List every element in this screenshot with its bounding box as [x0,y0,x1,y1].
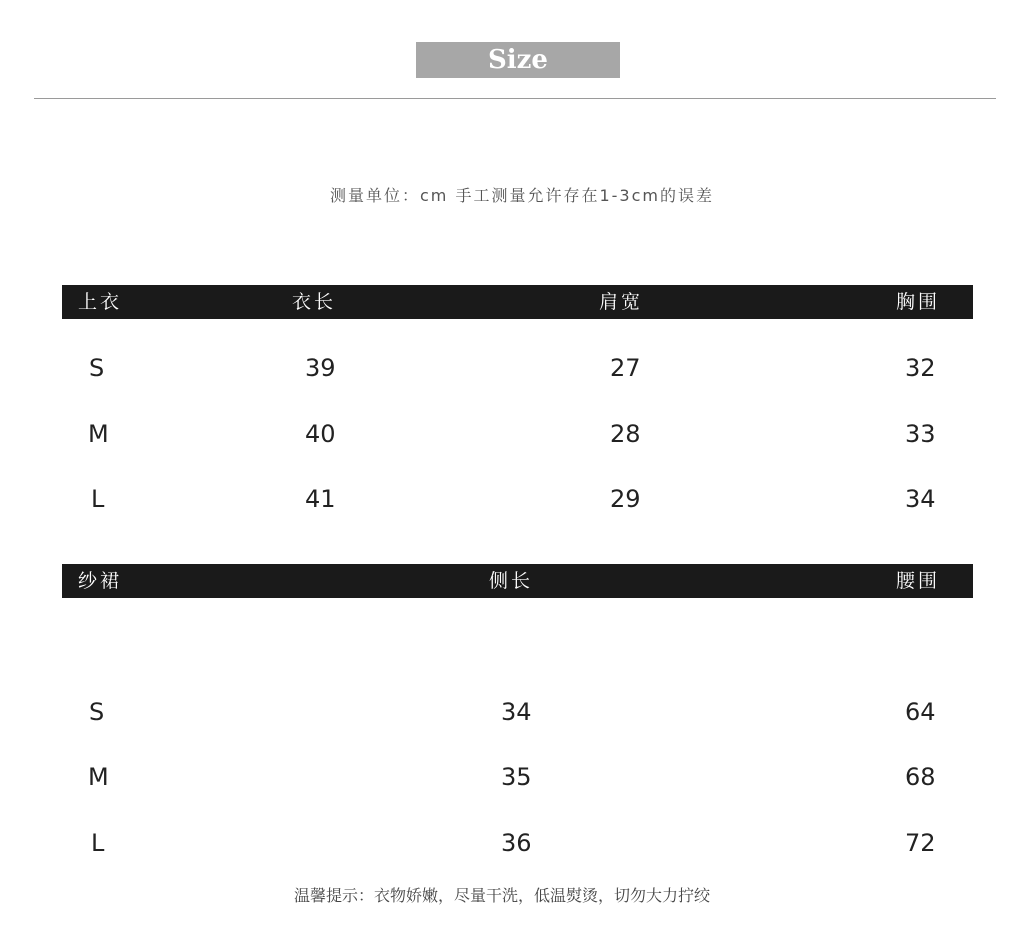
skirt-row-l-waist: 72 [905,829,936,857]
skirt-header-side-length: 侧长 [489,570,534,592]
size-title: Size [416,42,620,78]
skirt-header-waist: 腰围 [896,570,941,592]
top-header-item: 上衣 [78,291,123,313]
skirt-row-l-side-length: 36 [501,829,532,857]
top-row-s-length: 39 [305,354,336,382]
top-header-chest: 胸围 [896,291,941,313]
skirt-row-l-size: L [91,829,105,857]
care-tip-note: 温馨提示：衣物娇嫩，尽量干洗，低温熨烫，切勿大力拧绞 [293,886,710,905]
title-divider [34,98,996,99]
top-row-s-chest: 32 [905,354,936,382]
skirt-row-s-size: S [89,698,105,726]
top-row-s-shoulder: 27 [610,354,641,382]
skirt-row-m-waist: 68 [905,763,936,791]
top-row-l-chest: 34 [905,485,936,513]
skirt-row-m-side-length: 35 [501,763,532,791]
top-row-m-size: M [88,420,109,448]
measurement-note: 测量单位：cm 手工测量允许存在1-3cm的误差 [330,186,714,205]
skirt-table-header [62,564,973,598]
top-row-l-shoulder: 29 [610,485,641,513]
top-row-m-length: 40 [305,420,336,448]
skirt-row-m-size: M [88,763,109,791]
top-row-l-size: L [91,485,105,513]
top-table-header [62,285,973,319]
skirt-row-s-waist: 64 [905,698,936,726]
top-row-m-chest: 33 [905,420,936,448]
skirt-row-s-side-length: 34 [501,698,532,726]
top-row-s-size: S [89,354,105,382]
top-header-shoulder: 肩宽 [599,291,644,313]
top-row-m-shoulder: 28 [610,420,641,448]
top-row-l-length: 41 [305,485,336,513]
top-header-length: 衣长 [292,291,337,313]
skirt-header-item: 纱裙 [78,570,123,592]
